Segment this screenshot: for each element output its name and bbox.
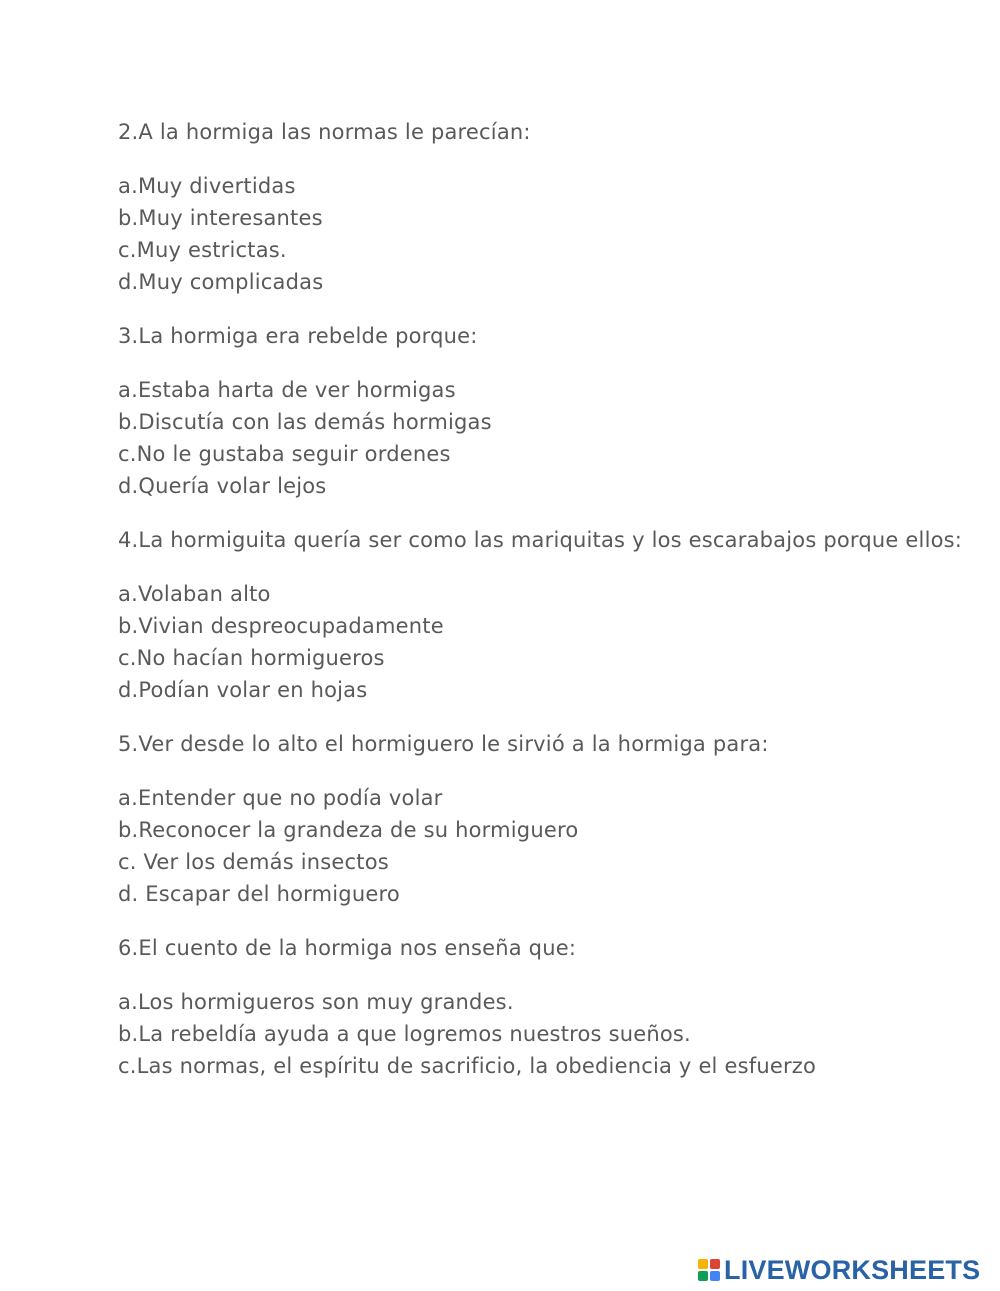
answer-option-d[interactable]: d. Escapar del hormiguero	[118, 882, 400, 906]
answer-option-b[interactable]: b.Reconocer la grandeza de su hormiguero	[118, 818, 579, 842]
question-text: 5.Ver desde lo alto el hormiguero le sirvió a la hormiga para:	[118, 732, 769, 756]
answer-options	[118, 782, 968, 910]
answer-option-d[interactable]: d.Quería volar lejos	[118, 474, 327, 498]
answer-option-d[interactable]: d.Podían volar en hojas	[118, 678, 368, 702]
logo-square-red	[710, 1259, 720, 1269]
question-6	[118, 932, 968, 1082]
answer-option-c[interactable]: c.No le gustaba seguir ordenes	[118, 442, 451, 466]
answer-options	[118, 578, 968, 706]
answer-option-a[interactable]: a.Muy divertidas	[118, 174, 296, 198]
question-2	[118, 116, 968, 298]
worksheet	[118, 116, 968, 1104]
question-text: 2.A la hormiga las normas le parecían:	[118, 120, 531, 144]
answer-option-c[interactable]: c.Las normas, el espíritu de sacrificio, la obediencia y el esfuerzo	[118, 1054, 817, 1078]
question-text: 6.El cuento de la hormiga nos enseña que:	[118, 936, 577, 960]
question-text: 3.La hormiga era rebelde porque:	[118, 324, 478, 348]
liveworksheets-logo[interactable]	[698, 1254, 980, 1286]
answer-option-c[interactable]: c.Muy estrictas.	[118, 238, 287, 262]
answer-option-a[interactable]: a.Volaban alto	[118, 582, 271, 606]
answer-option-a[interactable]: a.Los hormigueros son muy grandes.	[118, 990, 514, 1014]
answer-option-a[interactable]: a.Estaba harta de ver hormigas	[118, 378, 456, 402]
answer-option-d[interactable]: d.Muy complicadas	[118, 270, 324, 294]
answer-option-b[interactable]: b.Discutía con las demás hormigas	[118, 410, 492, 434]
question-5	[118, 728, 968, 910]
logo-square-yellow	[698, 1259, 708, 1269]
question-3	[118, 320, 968, 502]
answer-options	[118, 374, 968, 502]
question-text: 4.La hormiguita quería ser como las mariquitas y los escarabajos porque ellos:	[118, 528, 963, 552]
answer-option-b[interactable]: b.Vivian despreocupadamente	[118, 614, 444, 638]
liveworksheets-logo-icon	[698, 1259, 720, 1281]
answer-option-c[interactable]: c.No hacían hormigueros	[118, 646, 385, 670]
logo-text: LIVEWORKSHEETS	[724, 1254, 981, 1285]
question-4	[118, 524, 968, 706]
logo-square-blue	[710, 1271, 720, 1281]
answer-option-b[interactable]: b.La rebeldía ayuda a que logremos nuestros sueños.	[118, 1022, 691, 1046]
answer-option-b[interactable]: b.Muy interesantes	[118, 206, 323, 230]
answer-option-a[interactable]: a.Entender que no podía volar	[118, 786, 443, 810]
logo-square-green	[698, 1271, 708, 1281]
answer-option-c[interactable]: c. Ver los demás insectos	[118, 850, 389, 874]
answer-options	[118, 170, 968, 298]
answer-options	[118, 986, 968, 1082]
